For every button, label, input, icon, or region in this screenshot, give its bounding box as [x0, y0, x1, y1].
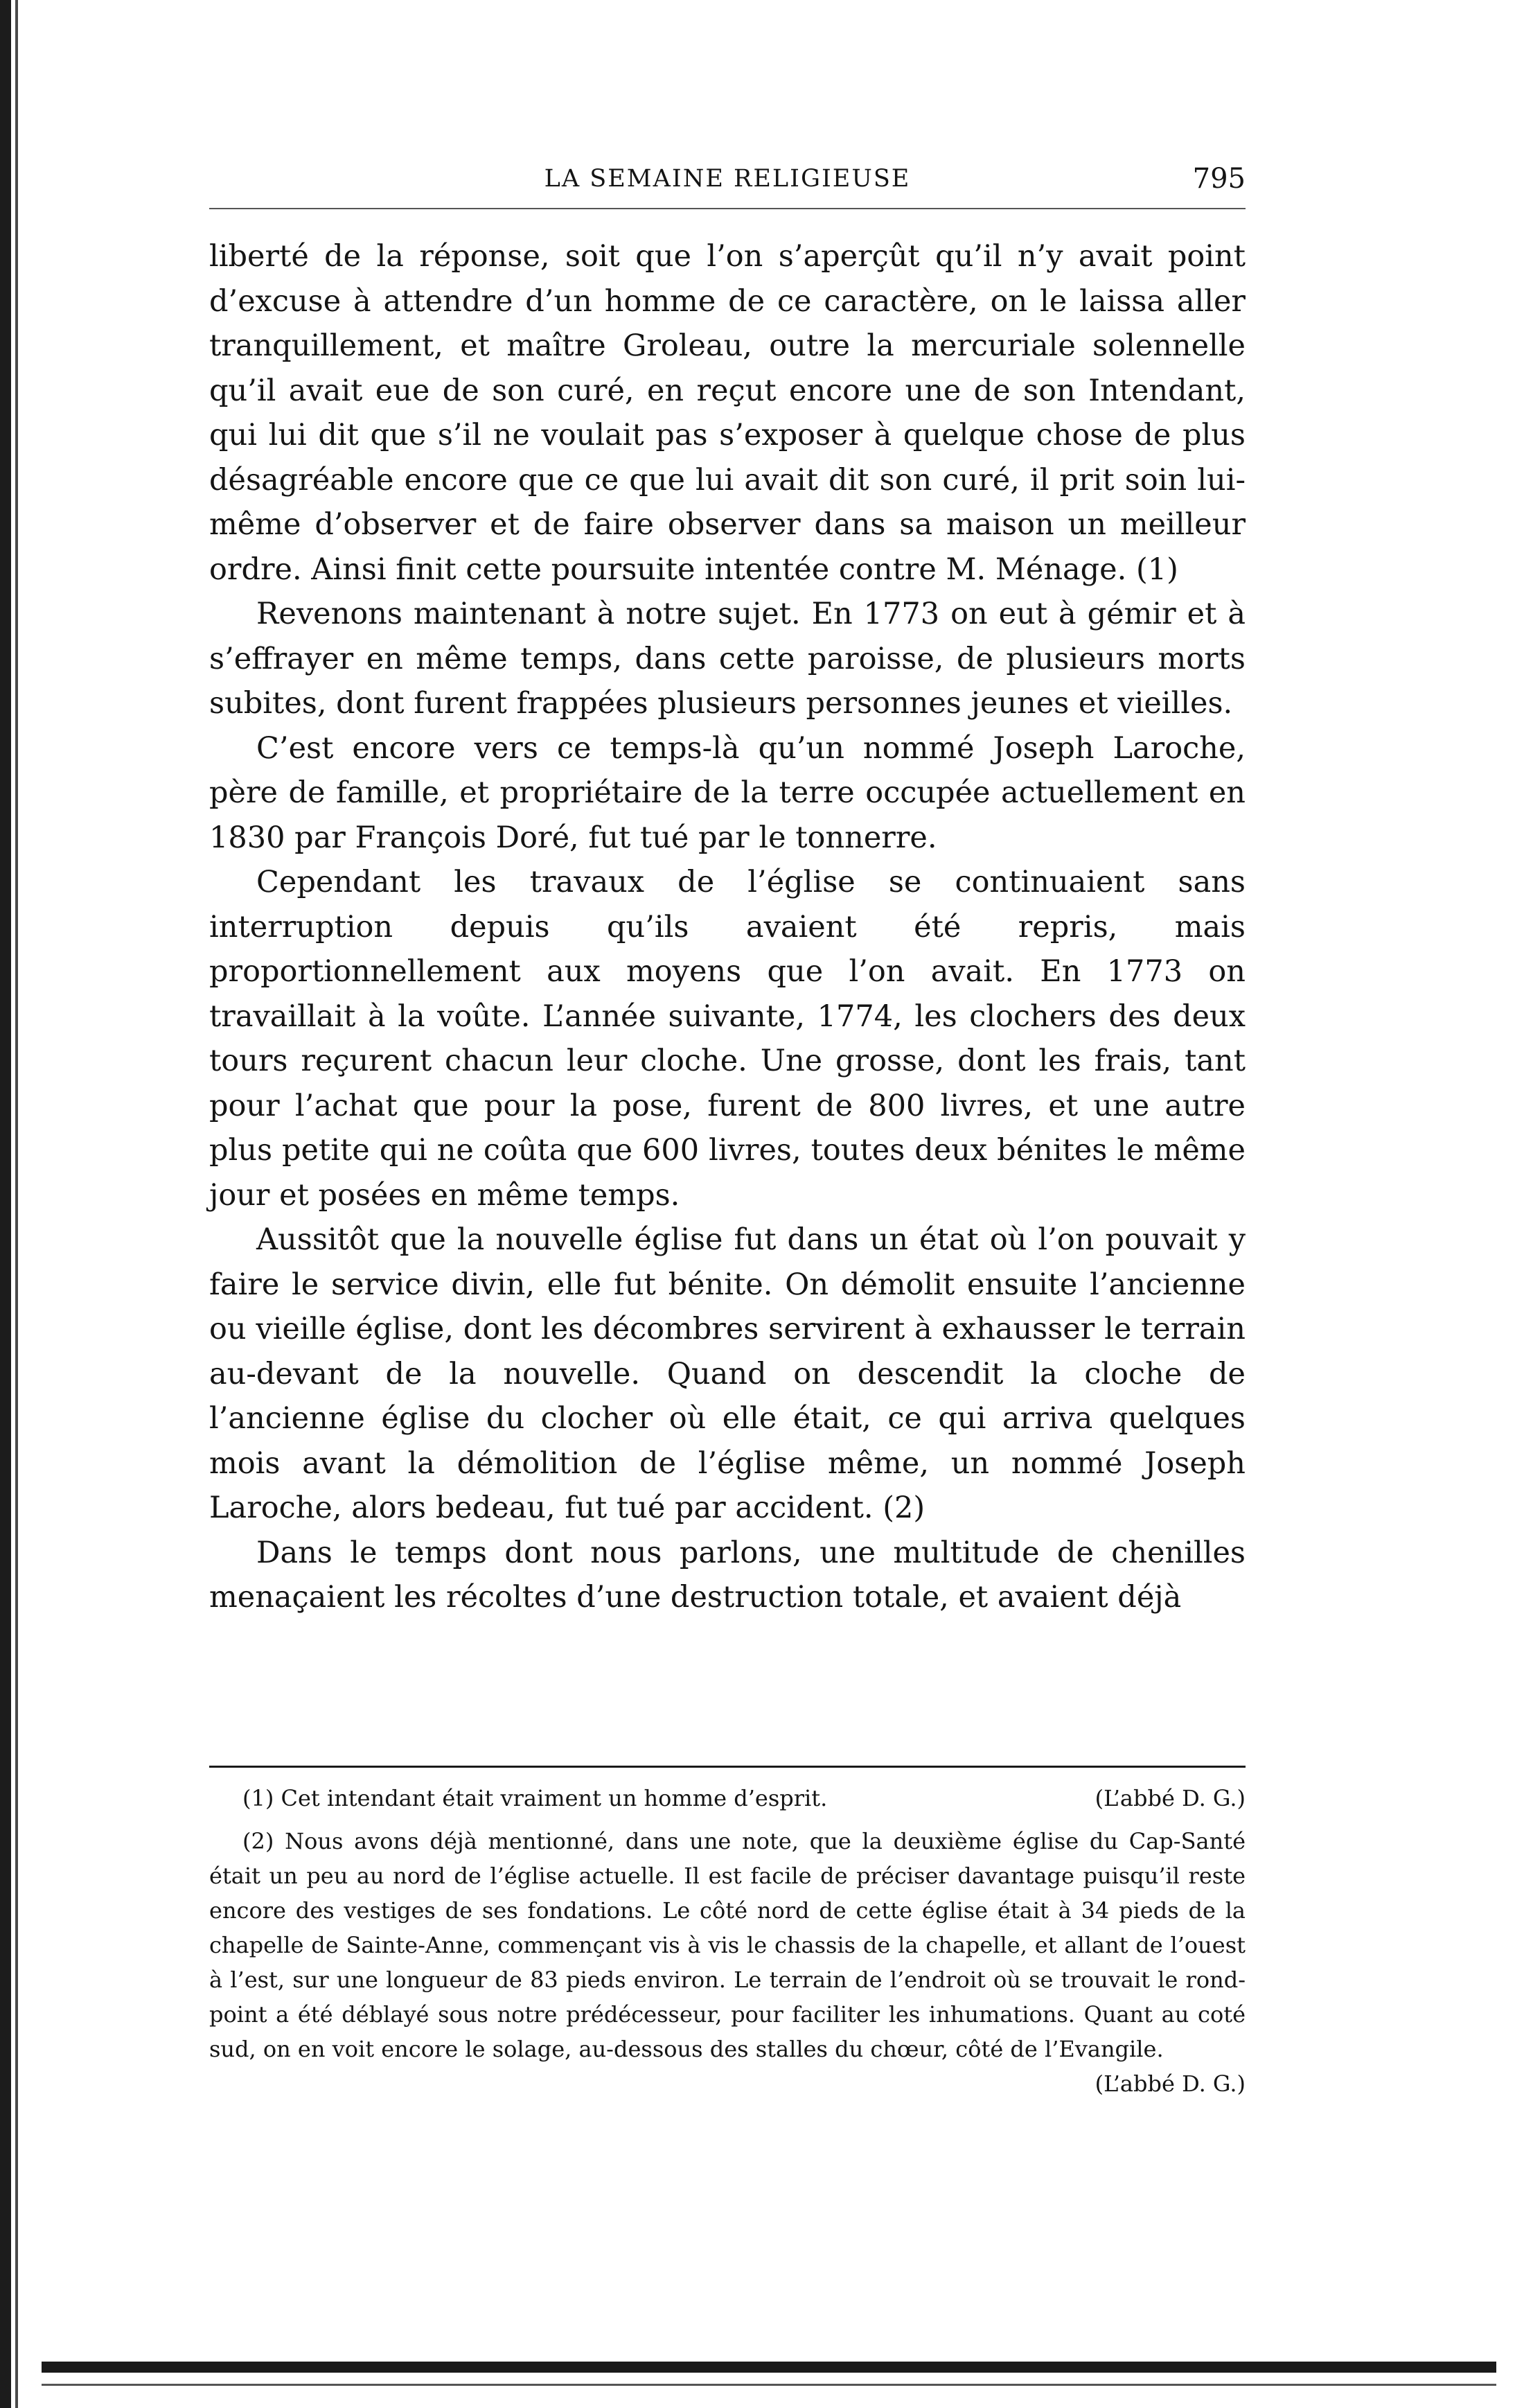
page-spine-line	[15, 0, 18, 2408]
page-spine-edge	[0, 0, 11, 2408]
footnote-2	[209, 1824, 1246, 2097]
paragraph: Aussitôt que la nouvelle église fut dans un état où l’on pouvait y faire le service divin, elle fut bénite. On démolit ensuite l’ancienne ou vieille église, dont les décombres servirent à exhausser le terrain au-devant de la nouvelle. Quand on descendit la cloche de l’ancienne église du clocher où elle était, ce qui arriva quelques mois avant la démolition de l’église même, un nommé Joseph Laroche, alors bedeau, fut tué par accident. (2)	[209, 1222, 1246, 1525]
page-bottom-line	[42, 2384, 1496, 2386]
body-text	[209, 234, 1246, 1620]
paragraph: Dans le temps dont nous parlons, une multitude de chenilles menaçaient les récoltes d’une destruction totale, et avaient déjà	[209, 1535, 1246, 1615]
paragraph: Revenons maintenant à notre sujet. En 1773 on eut à gémir et à s’effrayer en même temps, dans cette paroisse, de plusieurs morts subites, dont furent frappées plusieurs personnes jeunes et vieilles.	[209, 597, 1246, 721]
footnote-signature: (L’abbé D. G.)	[1095, 2071, 1246, 2097]
paragraph-continuation: liberté de la réponse, soit que l’on s’aperçût qu’il n’y avait point d’excuse à attendre d’un homme de ce caractère, on le laissa aller tranquillement, et maître Groleau, outre la mercuriale solennelle qu’il avait eue de son curé, en reçut encore une de son Intendant, qui lui dit que s’il ne voulait pas s’exposer à quelque chose de plus désagréable encore que ce que lui avait dit son curé, il prit soin lui-même d’observer et de faire observer dans sa maison un meilleur ordre. Ainsi finit cette poursuite intentée contre M. Ménage. (1)	[209, 239, 1246, 587]
header-rule	[209, 208, 1246, 209]
footnote-signature: (L’abbé D. G.)	[1095, 1785, 1246, 1811]
running-title: LA SEMAINE RELIGIEUSE	[544, 165, 911, 193]
footnote-text: (1) Cet intendant était vraiment un homme d’esprit.	[242, 1785, 828, 1811]
footnotes	[209, 1781, 1246, 2101]
running-head	[209, 158, 1246, 200]
footnote-1	[209, 1781, 1246, 1816]
footnote-text: (2) Nous avons déjà mentionné, dans une note, que la deuxième église du Cap-Santé était un peu au nord de l’église actuelle. Il est facile de préciser davantage puisqu’il reste encore des vestiges de ses fondations. Le côté nord de cette église était à 34 pieds de la chapelle de Sainte-Anne, commençant vis à vis le chassis de la chapelle, et allant de l’ouest à l’est, sur une longueur de 83 pieds environ. Le terrain de l’endroit où se trouvait le rond-point a été déblayé sous notre prédécesseur, pour faciliter les inhumations. Quant au coté sud, on en voit encore le solage, au-dessous des stalles du chœur, côté de l’Evangile.	[209, 1828, 1246, 2062]
paragraph: C’est encore vers ce temps-là qu’un nommé Joseph Laroche, père de famille, et propriétaire de la terre occupée actuellement en 1830 par François Doré, fut tué par le tonnerre.	[209, 730, 1246, 855]
page-bottom-edge	[42, 2362, 1496, 2373]
footnote-rule	[209, 1766, 1246, 1768]
page-number: 795	[1192, 163, 1246, 195]
paragraph: Cependant les travaux de l’église se continuaient sans interruption depuis qu’ils avaient été repris, mais proportionnellement aux moyens que l’on avait. En 1773 on travaillait à la voûte. L’année suivante, 1774, les clochers des deux tours reçurent chacun leur cloche. Une grosse, dont les frais, tant pour l’achat que pour la pose, furent de 800 livres, et une autre plus petite qui ne coûta que 600 livres, toutes deux bénites le même jour et posées en même temps.	[209, 865, 1246, 1213]
